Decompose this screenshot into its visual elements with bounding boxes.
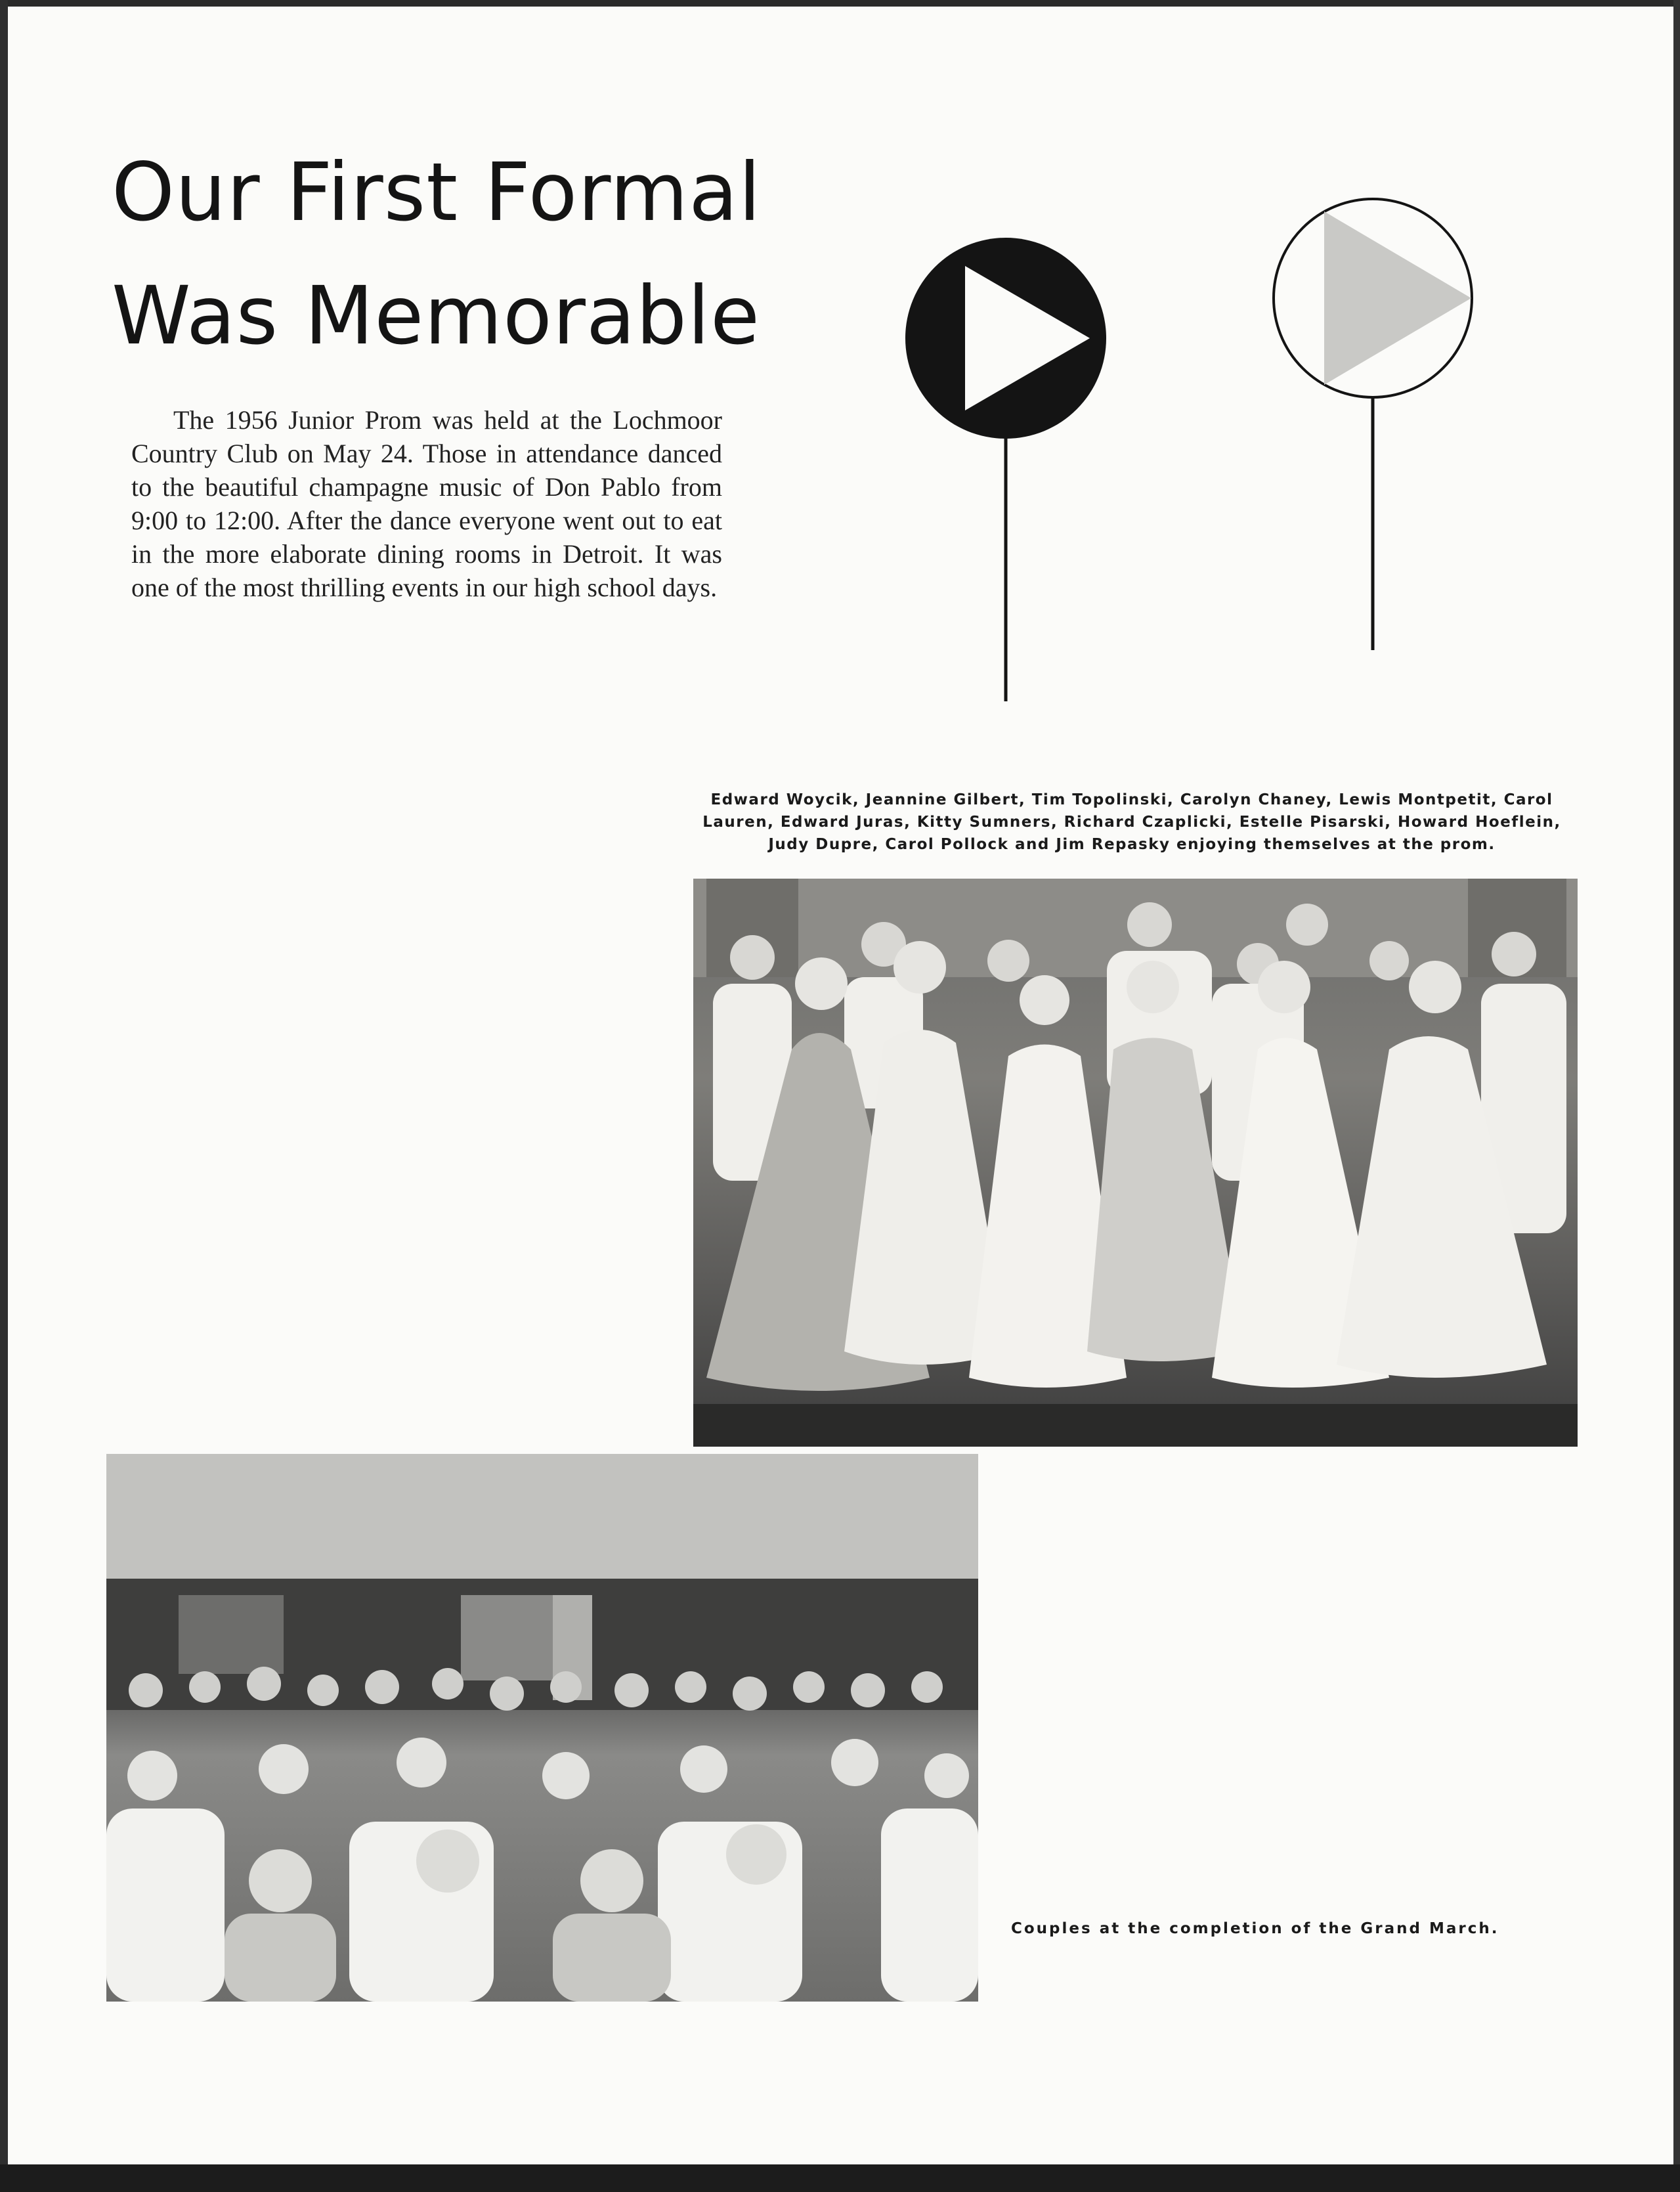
grand-march-photo	[106, 1454, 978, 2002]
play-sign-dark-icon	[899, 236, 1109, 709]
headline-line-2: Was Memorable	[112, 269, 761, 362]
scan-edge-right	[1673, 0, 1680, 2192]
intro-paragraph: The 1956 Junior Prom was held at the Lochmoor Country Club on May 24. Those in attendance danced to the beautiful champagne music of Don Pablo from 9:00 to 12:00. After the dance everyone went out to eat in the more elaborate dining rooms in Detroit. It was one of the most thrilling events in our high school days.	[131, 405, 722, 602]
headline-line-1: Our First Formal	[112, 146, 762, 239]
scan-edge-top	[0, 0, 1680, 7]
photo-top-caption: Edward Woycik, Jeannine Gilbert, Tim Topolinski, Carolyn Chaney, Lewis Montpetit, Carol Lauren, Edward Juras, Kitty Sumners, Richard Czaplicki, Estelle Pisarski, Howard Hoeflein, Judy Dupre, Carol Pollock and Jim Repasky enjoying themselves at the prom.	[702, 791, 1561, 853]
play-sign-light-icon	[1264, 197, 1480, 657]
scan-edge-left	[0, 0, 8, 2192]
prom-group-photo	[693, 879, 1578, 1447]
scan-edge-bottom	[0, 2164, 1680, 2192]
photo-bottom-caption: Couples at the completion of the Grand March.	[1011, 1920, 1499, 1937]
